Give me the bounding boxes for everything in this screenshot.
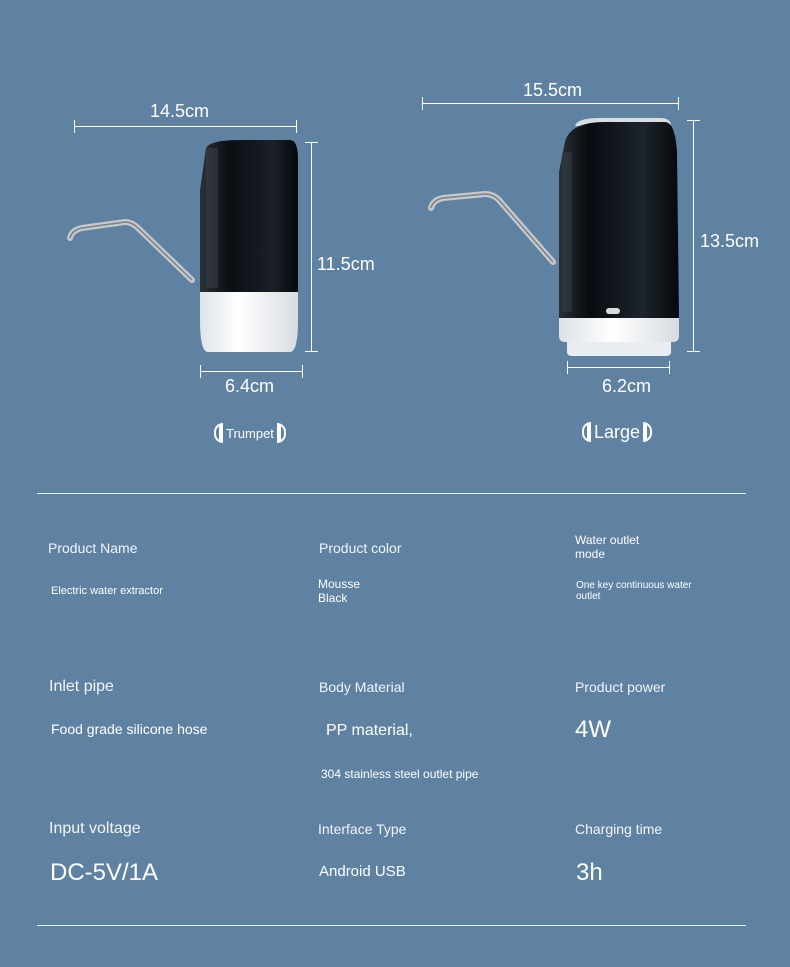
product-name-value: Electric water extractor xyxy=(51,585,163,597)
input-voltage-label: Input voltage xyxy=(49,820,141,837)
product-color-value-2: Black xyxy=(318,591,348,605)
small-pump-image xyxy=(60,130,310,360)
product-name-label: Product Name xyxy=(48,540,138,556)
large-tag-label: Large xyxy=(594,421,641,442)
large-width-label: 15.5cm xyxy=(523,80,583,100)
product-power-value: 4W xyxy=(575,716,611,743)
body-material-value: PP material, xyxy=(326,722,413,739)
pill-right-cap xyxy=(277,423,286,443)
large-height-label: 13.5cm xyxy=(700,231,760,251)
trumpet-tag-label: Trumpet xyxy=(226,425,274,441)
interface-type-label: Interface Type xyxy=(318,821,407,837)
water-outlet-label-2: mode xyxy=(575,547,606,561)
small-width-line xyxy=(74,126,297,127)
inlet-pipe-value: Food grade silicone hose xyxy=(51,721,208,737)
top-divider xyxy=(37,493,746,494)
product-power-label: Product power xyxy=(575,679,666,695)
large-base-label: 6.2cm xyxy=(602,376,652,396)
pill-right-cap xyxy=(643,422,652,442)
input-voltage-value: DC-5V/1A xyxy=(50,859,159,886)
product-color-label: Product color xyxy=(319,540,402,556)
trumpet-tag xyxy=(214,421,286,445)
product-color-value-1: Mousse xyxy=(318,577,361,591)
charging-time-label: Charging time xyxy=(575,821,663,837)
body-material-value-2: 304 stainless steel outlet pipe xyxy=(321,767,479,781)
bottom-divider xyxy=(37,925,746,926)
small-device-figure xyxy=(0,0,395,460)
small-height-label: 11.5cm xyxy=(317,254,375,274)
pill-left-cap xyxy=(214,423,223,443)
large-width-line xyxy=(422,103,679,104)
inlet-pipe-label: Inlet pipe xyxy=(49,678,114,695)
large-pump-image xyxy=(425,112,695,362)
large-device-figure xyxy=(395,0,790,460)
interface-type-value: Android USB xyxy=(319,863,406,880)
small-width-label: 14.5cm xyxy=(150,101,210,121)
large-tag xyxy=(582,420,652,444)
water-outlet-label-1: Water outlet xyxy=(575,533,640,547)
pill-left-cap xyxy=(582,422,591,442)
water-outlet-value-1: One key continuous water xyxy=(576,580,692,591)
small-base-line xyxy=(200,371,303,372)
small-base-label: 6.4cm xyxy=(225,376,275,396)
charging-time-value: 3h xyxy=(576,859,603,886)
water-outlet-value-2: outlet xyxy=(576,591,601,602)
body-material-label: Body Material xyxy=(319,679,405,695)
small-height-line xyxy=(311,142,312,352)
large-base-line xyxy=(567,367,670,368)
